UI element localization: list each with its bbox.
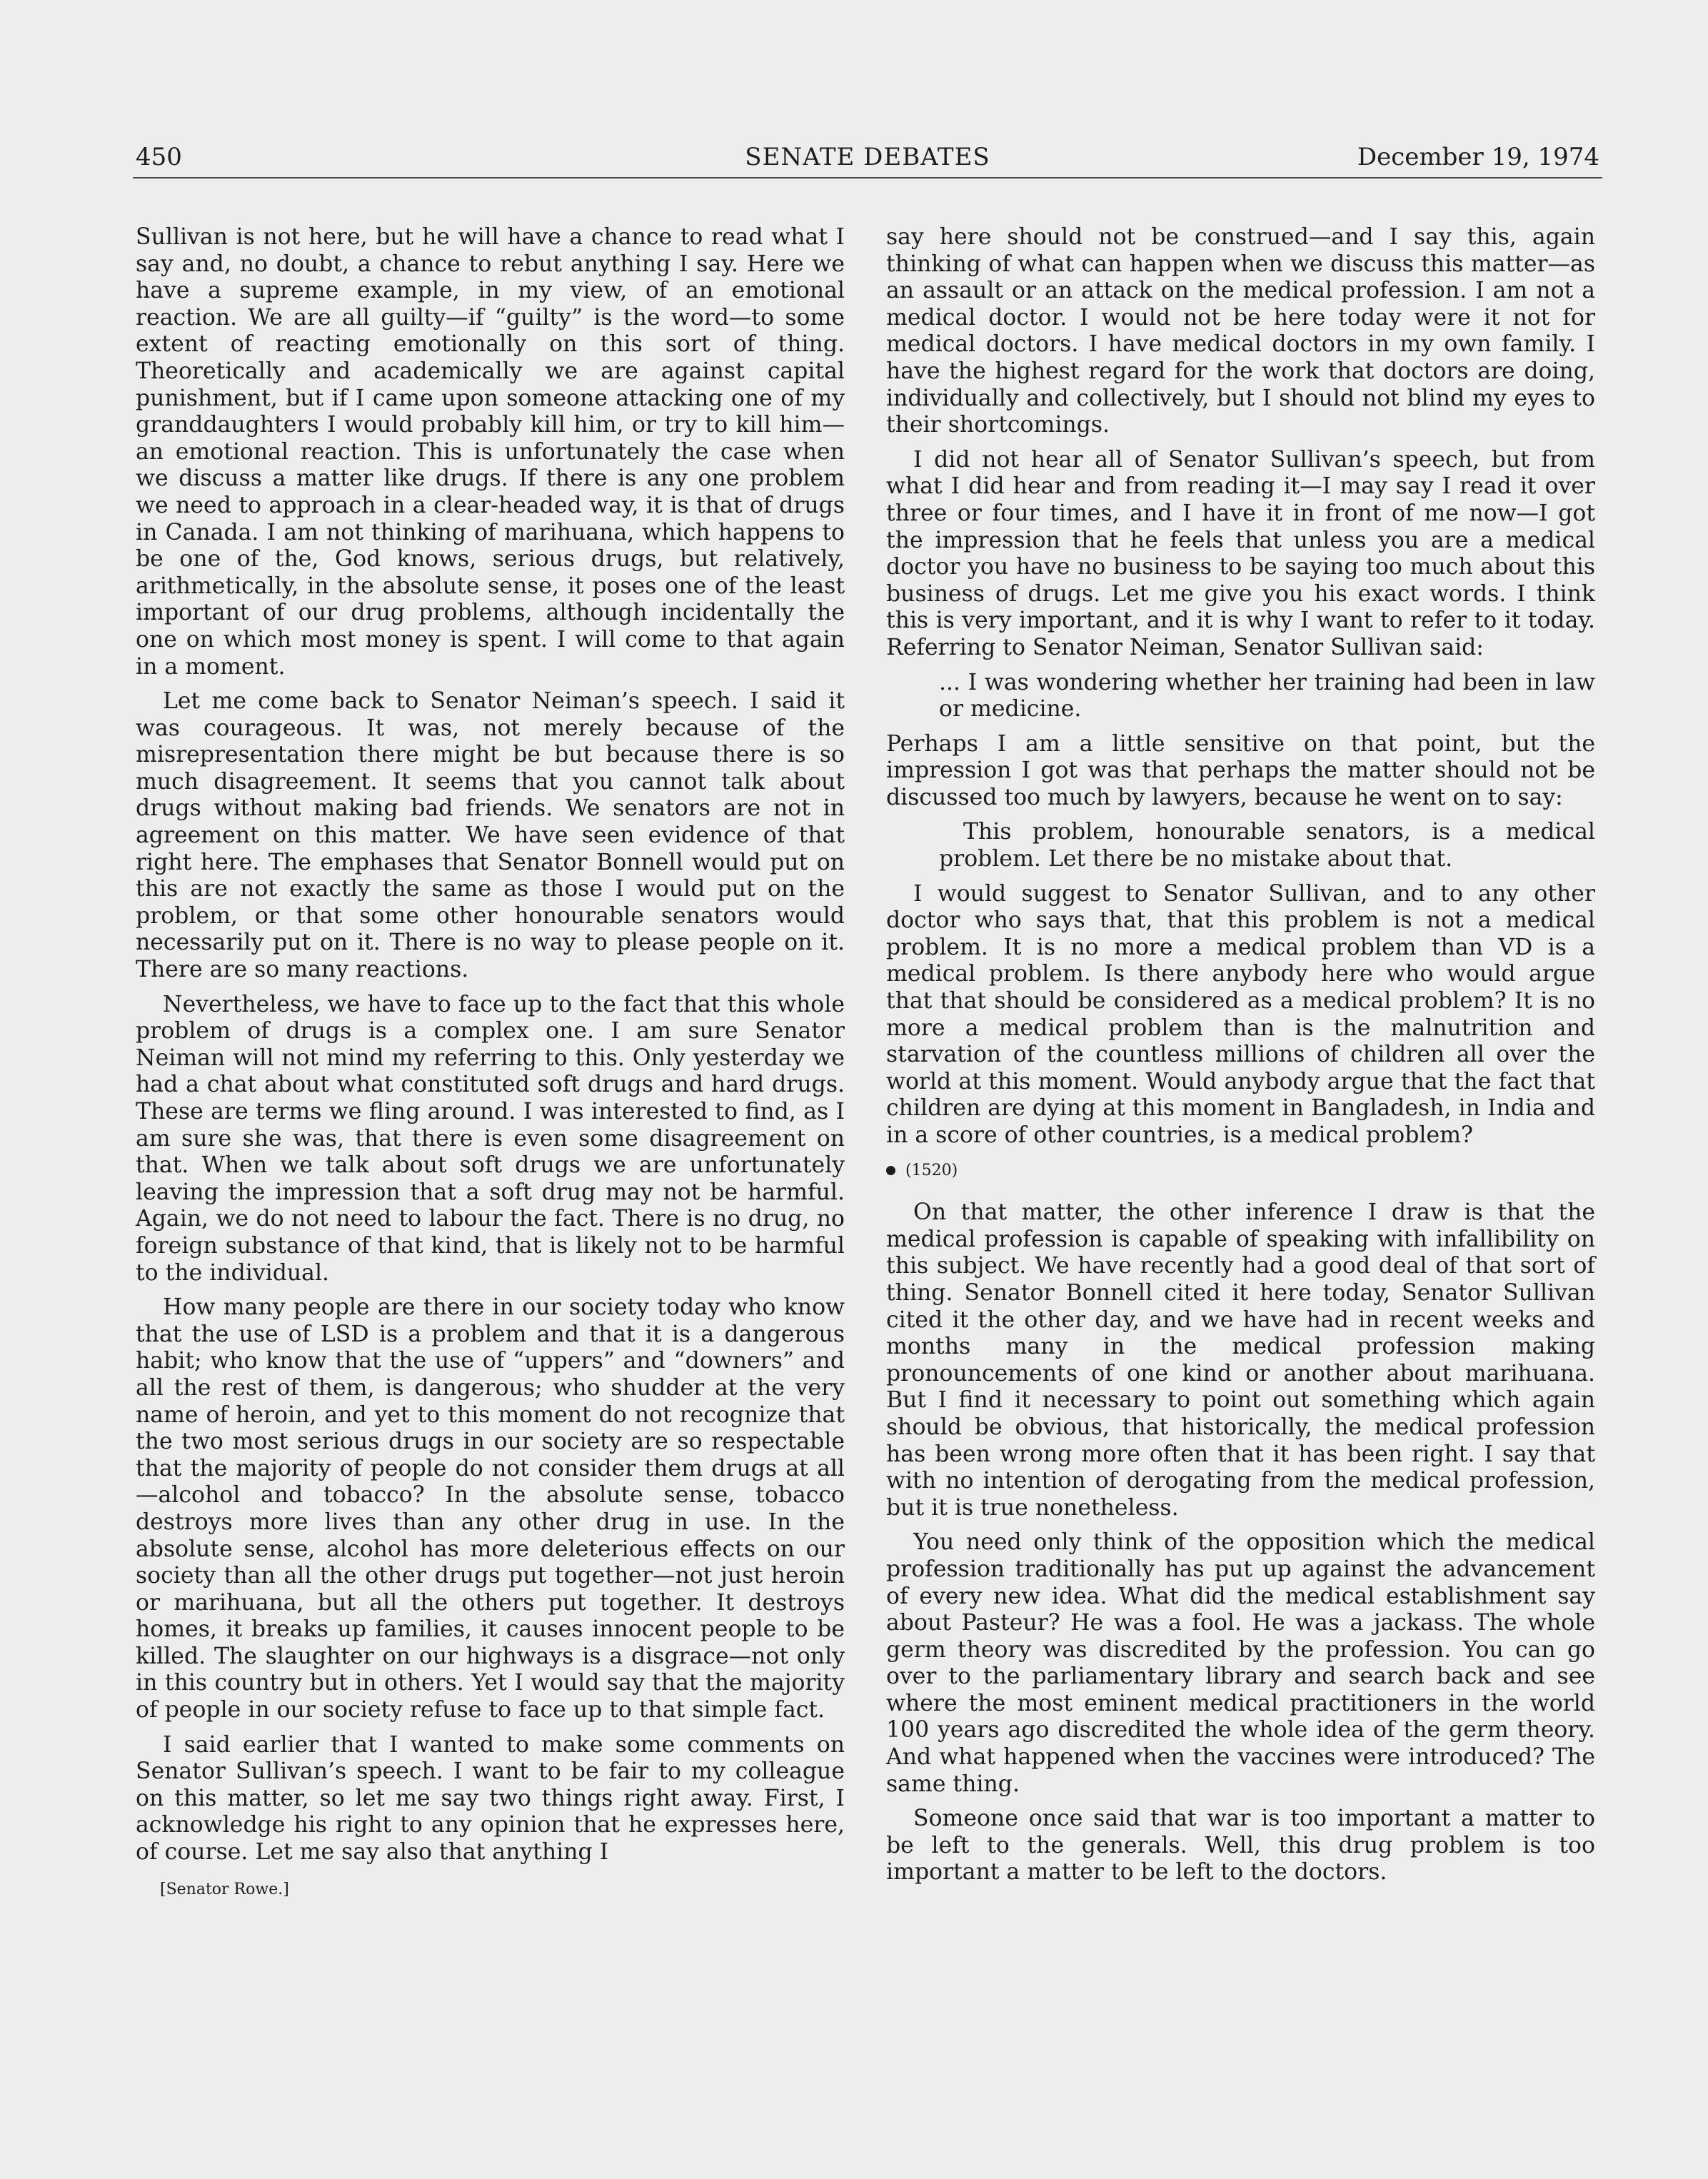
paragraph: I did not hear all of Senator Sullivan’s speech, but from what I did hear and from reading it—I may say I read it over three or four times, and I have it in front of me now—I got the impression that he feels that unless you are a medical doctor you have no business to be saying too much about this business of drugs. Let me give you his exact words. I think this is very important, and it is why I want to refer to it today. Referring to Senator Neiman, Senator Sullivan said: xyxy=(886,446,1595,660)
page-header xyxy=(133,140,1602,178)
block-quote: This problem, honourable senators, is a medical problem. Let there be no mistake about that. xyxy=(939,819,1595,872)
publication-title: SENATE DEBATES xyxy=(745,143,990,171)
bullet-icon xyxy=(886,1166,895,1175)
publication-date: December 19, 1974 xyxy=(1357,143,1599,171)
paragraph: Let me come back to Senator Neiman’s speech. I said it was courageous. It was, not merely because of the misrepresentation there might be but because there is so much disagreement. It seems that you cannot talk about drugs without making bad friends. We senators are not in agreement on this matter. We have seen evidence of that right here. The emphases that Senator Bonnell would put on this are not exactly the same as those I would put on the problem, or that some other honourable senators would necessarily put on it. There is no way to please people on it. There are so many reactions. xyxy=(136,688,845,983)
paragraph: I said earlier that I wanted to make some comments on Senator Sullivan’s speech. I want to be fair to my colleague on this matter, so let me say two things right away. First, I acknowledge his right to any opinion that he expresses here, of course. Let me say also that anything I xyxy=(136,1731,845,1866)
time-marker xyxy=(886,1157,1595,1184)
right-column xyxy=(886,224,1595,1894)
paragraph: Someone once said that war is too important a matter to be left to the generals. Well, this drug problem is too important a matter to be left to the doctors. xyxy=(886,1806,1595,1886)
paragraph: I would suggest to Senator Sullivan, and to any other doctor who says that, that this problem is not a medical problem. It is no more a medical problem than VD is a medical problem. Is there anybody here who would argue that that should be considered as a medical problem? It is no more a medical problem than is the malnutrition and starvation of the countless millions of children all over the world at this moment. Would anybody argue that the fact that children are dying at this moment in Bangladesh, in India and in a score of other countries, is a medical problem? xyxy=(886,880,1595,1148)
time-marker-text: (1520) xyxy=(905,1161,958,1179)
paragraph: You need only think of the opposition which the medical profession traditionally has put up against the advancement of every new idea. What did the medical establishment say about Pasteur? He was a fool. He was a jackass. The whole germ theory was discredited by the profession. You can go over to the parliamentary library and search back and see where the most eminent medical practitioners in the world 100 years ago discredited the whole idea of the germ theory. And what happened when the vaccines were introduced? The same thing. xyxy=(886,1529,1595,1797)
page-number: 450 xyxy=(136,143,182,171)
paragraph: Sullivan is not here, but he will have a chance to read what I say and, no doubt, a chance to rebut anything I say. Here we have a supreme example, in my view, of an emotional reaction. We are all guilty—if “guilty” is the word—to some extent of reacting emotionally on this sort of thing. Theoretically and academically we are against capital punishment, but if I came upon someone attacking one of my granddaughters I would probably kill him, or try to kill him—an emotional reaction. This is unfortunately the case when we discuss a matter like drugs. If there is any one problem we need to approach in a clear-headed way, it is that of drugs in Canada. I am not thinking of marihuana, which happens to be one of the, God knows, serious drugs, but relatively, arithmetically, in the absolute sense, it poses one of the least important of our drug problems, although incidentally the one on which most money is spent. I will come to that again in a moment. xyxy=(136,224,845,680)
paragraph: On that matter, the other inference I draw is that the medical profession is capable of speaking with infallibility on this subject. We have recently had a good deal of that sort of thing. Senator Bonnell cited it here today, Senator Sullivan cited it the other day, and we have had in recent weeks and months many in the medical profession making pronouncements of one kind or another about marihuana. But I find it necessary to point out something which again should be obvious, that historically, the medical profession has been wrong more often that it has been right. I say that with no intention of derogating from the medical profession, but it is true nonetheless. xyxy=(886,1199,1595,1521)
left-column xyxy=(136,224,845,1903)
block-quote: ... I was wondering whether her training had been in law or medicine. xyxy=(939,669,1595,723)
paragraph: say here should not be construed—and I say this, again thinking of what can happen when we discuss this matter—as an assault or an attack on the medical profession. I am not a medical doctor. I would not be here today were it not for medical doctors. I have medical doctors in my own family. I have the highest regard for the work that doctors are doing, individually and collectively, but I should not blind my eyes to their shortcomings. xyxy=(886,224,1595,438)
speaker-attribution: [Senator Rowe.] xyxy=(160,1880,289,1898)
paragraph: Perhaps I am a little sensitive on that point, but the impression I got was that perhaps the matter should not be discussed too much by lawyers, because he went on to say: xyxy=(886,730,1595,810)
paragraph: How many people are there in our society today who know that the use of LSD is a problem and that it is a dangerous habit; who know that the use of “uppers” and “downers” and all the rest of them, is dangerous; who shudder at the very name of heroin, and yet to this moment do not recognize that the two most serious drugs in our society are so respectable that the majority of people do not consider them drugs at all—alcohol and tobacco? In the absolute sense, tobacco destroys more lives than any other drug in use. In the absolute sense, alcohol has more deleterious effects on our society than all the other drugs put together—not just heroin or marihuana, but all the others put together. It destroys homes, it breaks up families, it causes innocent people to be killed. The slaughter on our highways is a disgrace—not only in this country but in others. Yet I would say that the majority of people in our society refuse to face up to that simple fact. xyxy=(136,1294,845,1723)
paragraph: Nevertheless, we have to face up to the fact that this whole problem of drugs is a complex one. I am sure Senator Neiman will not mind my referring to this. Only yesterday we had a chat about what constituted soft drugs and hard drugs. These are terms we fling around. I was interested to find, as I am sure she was, that there is even some disagreement on that. When we talk about soft drugs we are unfortunately leaving the impression that a soft drug may not be harmful. Again, we do not need to labour the fact. There is no drug, no foreign substance of that kind, that is likely not to be harmful to the individual. xyxy=(136,991,845,1286)
